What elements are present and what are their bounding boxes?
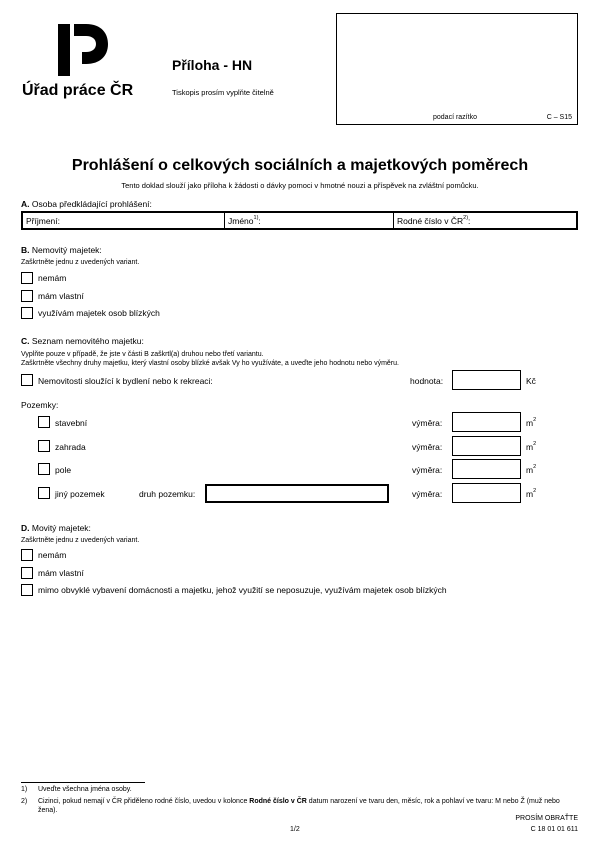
- applicant-table: [21, 211, 578, 230]
- land-heading: Pozemky:: [21, 400, 59, 410]
- turn-over-note: PROSÍM OBRAŤTE: [515, 815, 578, 822]
- checkbox-land-other[interactable]: [38, 487, 50, 499]
- page-title: Prohlášení o celkových sociálních a majetkových poměrech: [71, 157, 529, 174]
- area-label: výměra:: [412, 465, 443, 475]
- option-d-relatives: mimo obvyklé vybavení domácnosti a majetku, jehož využití se neposuzuje, využívám majetek osob blízkých: [38, 585, 447, 595]
- checkbox-land-building[interactable]: [38, 416, 50, 428]
- section-d-instruction: Zaškrtněte jednu z uvedených variant.: [21, 537, 140, 544]
- option-b-own: mám vlastní: [38, 291, 84, 301]
- option-d-none: nemám: [38, 550, 67, 560]
- footnote-divider: [21, 782, 145, 783]
- first-name-field[interactable]: Jméno$^{1)}$:: [225, 213, 394, 228]
- section-c-instruction-1: Vyplňte pouze v případě, že jste v části B zaškrtl(a) druhou nebo třetí variantu.: [21, 351, 264, 358]
- footnote-1-text: Uveďte všechna jména osoby.: [38, 786, 132, 793]
- section-c-heading: C. Seznam nemovitého majetku:: [21, 336, 144, 346]
- page-number: 1/2: [290, 826, 300, 833]
- annex-label: Příloha - HN: [172, 57, 253, 73]
- area-unit: $m^2$: [526, 488, 537, 499]
- section-a-heading: A. Osoba předkládající prohlášení:: [21, 199, 152, 209]
- footnote-2-number: 2): [21, 798, 28, 805]
- land-type-input[interactable]: [205, 484, 389, 503]
- section-b-instruction: Zaškrtněte jednu z uvedených variant.: [21, 259, 140, 266]
- section-c-instruction-2: Zaškrtněte všechny druhy majetku, který vlastní osoby blízké avšak Vy ho využíváte, a uveďte jeho hodnotu nebo výměru.: [21, 360, 399, 367]
- land-field-label: pole: [55, 465, 72, 475]
- section-b-heading: B. Nemovitý majetek:: [21, 245, 102, 255]
- checkbox-d-none[interactable]: [21, 549, 33, 561]
- area-label: výměra:: [412, 418, 443, 428]
- land-type-label: druh pozemku:: [139, 489, 196, 499]
- organization-name: Úřad práce ČR: [22, 82, 134, 99]
- checkbox-land-field[interactable]: [38, 463, 50, 475]
- stamp-box: [336, 13, 578, 125]
- area-label: výměra:: [412, 442, 443, 452]
- property-housing-label: Nemovitosti sloužící k bydlení nebo k rekreaci:: [38, 376, 213, 386]
- checkbox-property-housing[interactable]: [21, 374, 33, 386]
- option-b-relatives: využívám majetek osob blízkých: [38, 308, 160, 318]
- footnote-2-text: Cizinci, pokud nemají v ČR přiděleno rodné číslo, uvedou v kolonce Rodné číslo v ČR datum narození ve tvaru den, měsíc, rok a pohlaví ve tvaru: M nebo Ž (muž nebo žena).: [38, 798, 560, 814]
- form-code: C – S15: [546, 114, 572, 121]
- checkbox-land-garden[interactable]: [38, 440, 50, 452]
- urad-prace-logo-icon: [54, 22, 110, 78]
- area-input-other[interactable]: [452, 483, 521, 503]
- value-input[interactable]: [452, 370, 521, 390]
- area-unit: $m^2$: [526, 417, 537, 428]
- value-label: hodnota:: [410, 376, 444, 386]
- section-d-heading: D. Movitý majetek:: [21, 523, 91, 533]
- land-other-label: jiný pozemek: [55, 489, 105, 499]
- stamp-label: podací razítko: [433, 114, 477, 121]
- document-code: C 18 01 01 611: [530, 826, 578, 833]
- option-d-own: mám vlastní: [38, 568, 84, 578]
- page-subtitle: Tento doklad slouží jako příloha k žádosti o dávky pomoci v hmotné nouzi a příspěvek na zvláštní pomůcku.: [121, 181, 479, 190]
- surname-field[interactable]: Příjmení:: [23, 213, 225, 228]
- area-input-building[interactable]: [452, 412, 521, 432]
- area-unit: $m^2$: [526, 464, 537, 475]
- land-garden-label: zahrada: [55, 442, 86, 452]
- checkbox-b-relatives[interactable]: [21, 307, 33, 319]
- checkbox-b-none[interactable]: [21, 272, 33, 284]
- footnote-1-number: 1): [21, 786, 28, 793]
- area-label: výměra:: [412, 489, 443, 499]
- checkbox-b-own[interactable]: [21, 290, 33, 302]
- birth-number-field[interactable]: Rodné číslo v ČR$^{2)}$:: [397, 215, 471, 226]
- fill-note: Tiskopis prosím vyplňte čitelně: [172, 88, 274, 97]
- area-input-garden[interactable]: [452, 436, 521, 456]
- currency-label: Kč: [526, 376, 536, 386]
- checkbox-d-own[interactable]: [21, 567, 33, 579]
- area-input-field[interactable]: [452, 459, 521, 479]
- option-b-none: nemám: [38, 273, 67, 283]
- checkbox-d-relatives[interactable]: [21, 584, 33, 596]
- area-unit: $m^2$: [526, 441, 537, 452]
- land-building-label: stavební: [55, 418, 88, 428]
